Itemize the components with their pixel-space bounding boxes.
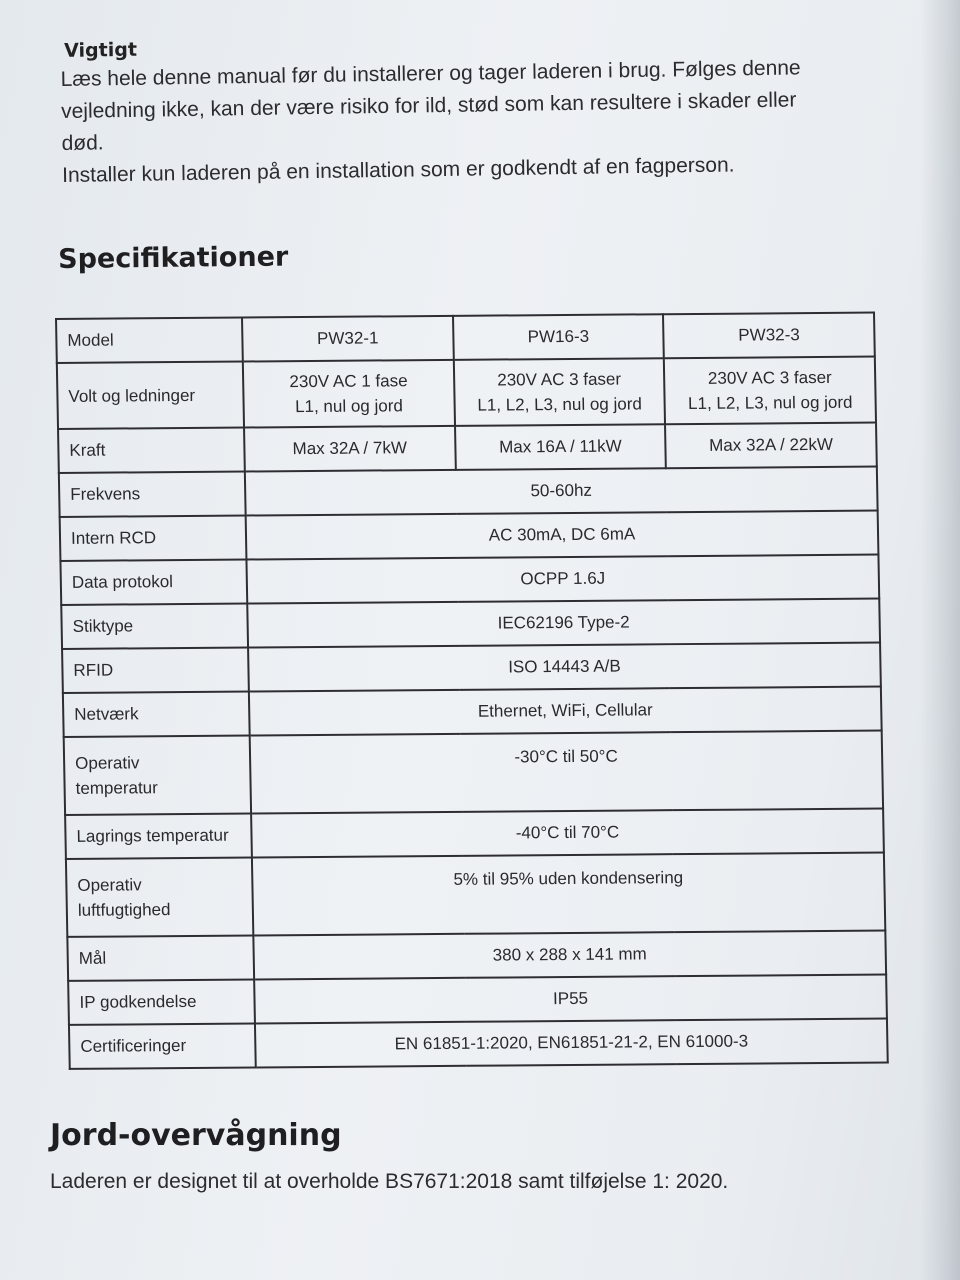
page-fold-shadow [920,0,960,1280]
row-label: Intern RCD [60,516,247,561]
row-label [66,857,253,936]
volt-cell [243,360,455,428]
notice-line: Læs hele denne manual før du installerer og tager laderen i brug. Følges denne [60,56,801,91]
table-row [59,467,878,517]
specifications-table-wrapper [55,312,889,1070]
ground-monitoring-heading: Jord-overvågning [50,1118,342,1153]
model-cell: PW32-3 [663,313,874,359]
table-row [60,555,879,605]
kraft-cell: Max 16A / 11kW [455,424,666,470]
model-cell: PW32-1 [242,316,453,362]
table-row [63,687,882,737]
volt-cell [664,357,876,425]
row-value: -30°C til 50°C [250,731,883,814]
volt-line: L1, L2, L3, nul og jord [477,394,643,415]
row-value: 50-60hz [245,467,878,516]
table-row [62,643,881,693]
row-label: Volt og ledninger [57,362,244,429]
kraft-cell: Max 32A / 22kW [665,423,876,469]
row-label: Lagrings temperatur [65,813,252,858]
row-value: IP55 [254,974,887,1023]
table-row [64,731,883,815]
row-label: Kraft [58,428,245,473]
row-value: Ethernet, WiFi, Cellular [249,687,882,736]
row-label: Data protokol [60,560,247,605]
volt-line: 230V AC 1 fase [289,371,408,392]
volt-line: L1, L2, L3, nul og jord [687,392,853,414]
notice-text [60,52,822,192]
row-label: Certificeringer [69,1023,256,1068]
table-row [66,853,885,937]
model-cell: PW16-3 [453,314,664,360]
row-value: 5% til 95% uden kondensering [252,853,885,936]
table-row-volt [57,357,876,429]
row-label [64,735,251,814]
row-label: Stiktype [61,603,248,648]
row-value: ISO 14443 A/B [248,643,881,692]
table-row [68,974,887,1024]
kraft-cell: Max 32A / 7kW [244,426,455,472]
row-value: -40°C til 70°C [251,809,884,858]
row-label: Frekvens [59,472,246,517]
notice-line: død. [61,131,104,155]
row-label-line: temperatur [75,778,158,798]
table-row-kraft [58,423,877,473]
row-label-line: Operativ [77,875,142,895]
table-row [60,511,879,561]
specifications-table [55,312,889,1070]
row-label: Netværk [63,691,250,736]
table-row [65,809,884,859]
volt-line: 230V AC 3 faser [707,367,832,388]
table-row [67,930,886,980]
row-value: 380 x 288 x 141 mm [253,930,886,979]
row-value: AC 30mA, DC 6mA [246,511,879,560]
row-label: IP godkendelse [68,979,255,1024]
row-label-line: Operativ [74,753,140,773]
row-value: OCPP 1.6J [246,555,879,604]
specifications-heading: Specifikationer [58,241,289,275]
notice-line: Installer kun laderen på en installation som er godkendt af en fagperson. [61,153,735,187]
notice-title: Vigtigt [63,38,138,62]
volt-line: 230V AC 3 faser [497,369,622,390]
row-value: EN 61851-1:2020, EN61851-21-2, EN 61000-3 [255,1018,888,1067]
volt-cell [453,358,665,426]
row-label: RFID [62,647,249,692]
row-label: Model [56,318,243,363]
table-row [61,599,880,649]
volt-line: L1, nul og jord [294,396,404,417]
ground-monitoring-text: Laderen er designet til at overholde BS7671:2018 samt tilføjelse 1: 2020. [50,1170,729,1193]
notice-line: vejledning ikke, kan der være risiko for ild, stød som kan resultere i skader eller [60,88,797,123]
table-row-model [56,313,875,363]
row-value: IEC62196 Type-2 [247,599,880,648]
row-label-line: luftfugtighed [77,900,171,920]
row-label: Mål [67,935,254,980]
important-notice [60,28,822,192]
table-row [69,1018,888,1068]
